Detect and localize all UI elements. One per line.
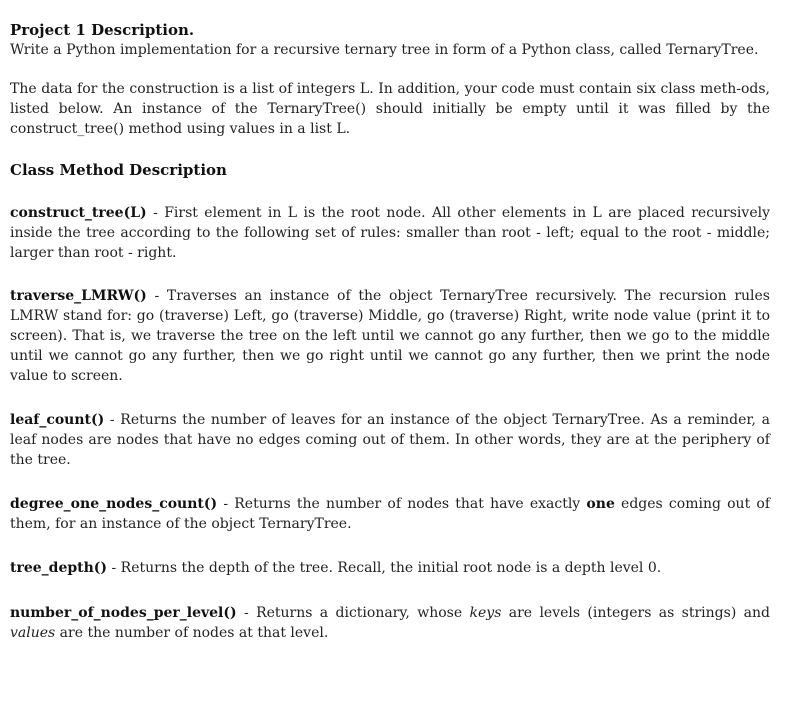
method-name: number_of_nodes_per_level() <box>10 605 237 621</box>
method-traverse-lmrw <box>10 286 770 386</box>
emphasis-values: values <box>10 625 56 641</box>
method-description-end: are the number of nodes at that level. <box>55 625 329 641</box>
method-tree-depth <box>10 558 770 578</box>
method-leaf-count <box>10 410 770 470</box>
emphasis-keys: keys <box>469 605 502 621</box>
emphasis-one: one <box>586 496 615 512</box>
data-paragraph: The data for the construction is a list of integers L. In addition, your code must contain six class meth-ods, listed below. An instance of the TernaryTree() should initially be empty until it was filled by the construct_tree() method using values in a list L. <box>10 81 770 137</box>
intro-paragraph: Write a Python implementation for a recursive ternary tree in form of a Python class, called TernaryTree. <box>10 42 759 58</box>
project-title: Project 1 Description. <box>10 21 195 39</box>
method-description-mid: are levels (integers as strings) and <box>501 605 770 621</box>
method-degree-one-nodes-count <box>10 494 770 534</box>
method-name: tree_depth() <box>10 560 108 576</box>
method-description-end: edges coming out of them, for an instance of the object TernaryTree. <box>10 496 771 532</box>
method-name: construct_tree(L) <box>10 205 147 221</box>
method-description: - Returns a dictionary, whose <box>236 605 470 621</box>
method-description: - Returns the depth of the tree. Recall, the initial root node is a depth level 0. <box>107 560 662 576</box>
method-name: degree_one_nodes_count() <box>10 496 218 512</box>
method-name: leaf_count() <box>10 412 105 428</box>
method-number-of-nodes-per-level <box>10 603 770 643</box>
method-construct-tree <box>10 203 770 263</box>
document-page <box>10 20 770 643</box>
method-description: - Traverses an instance of the object TernaryTree recursively. The recursion rules LMRW stand for: go (traverse) Left, go (traverse) Middle, go (traverse) Right, write node value (print it to screen). That is, we traverse the tree on the left until we cannot go any further, then we go to the middle until we cannot go any further, then we go right until we cannot go any further, then we print the node value to screen. <box>10 288 770 384</box>
method-name: traverse_LMRW() <box>10 288 147 304</box>
method-description: - Returns the number of nodes that have exactly <box>217 496 587 512</box>
section-heading: Class Method Description <box>10 161 227 179</box>
method-description: - First element in L is the root node. All other elements in L are placed recursively inside the tree according to the following set of rules: smaller than root - left; equal to the root - middle; larger than root - right. <box>10 205 770 261</box>
method-description: - Returns the number of leaves for an instance of the object TernaryTree. As a reminder, a leaf nodes are nodes that have no edges coming out of them. In other words, they are at the periphery of the tree. <box>10 412 770 468</box>
